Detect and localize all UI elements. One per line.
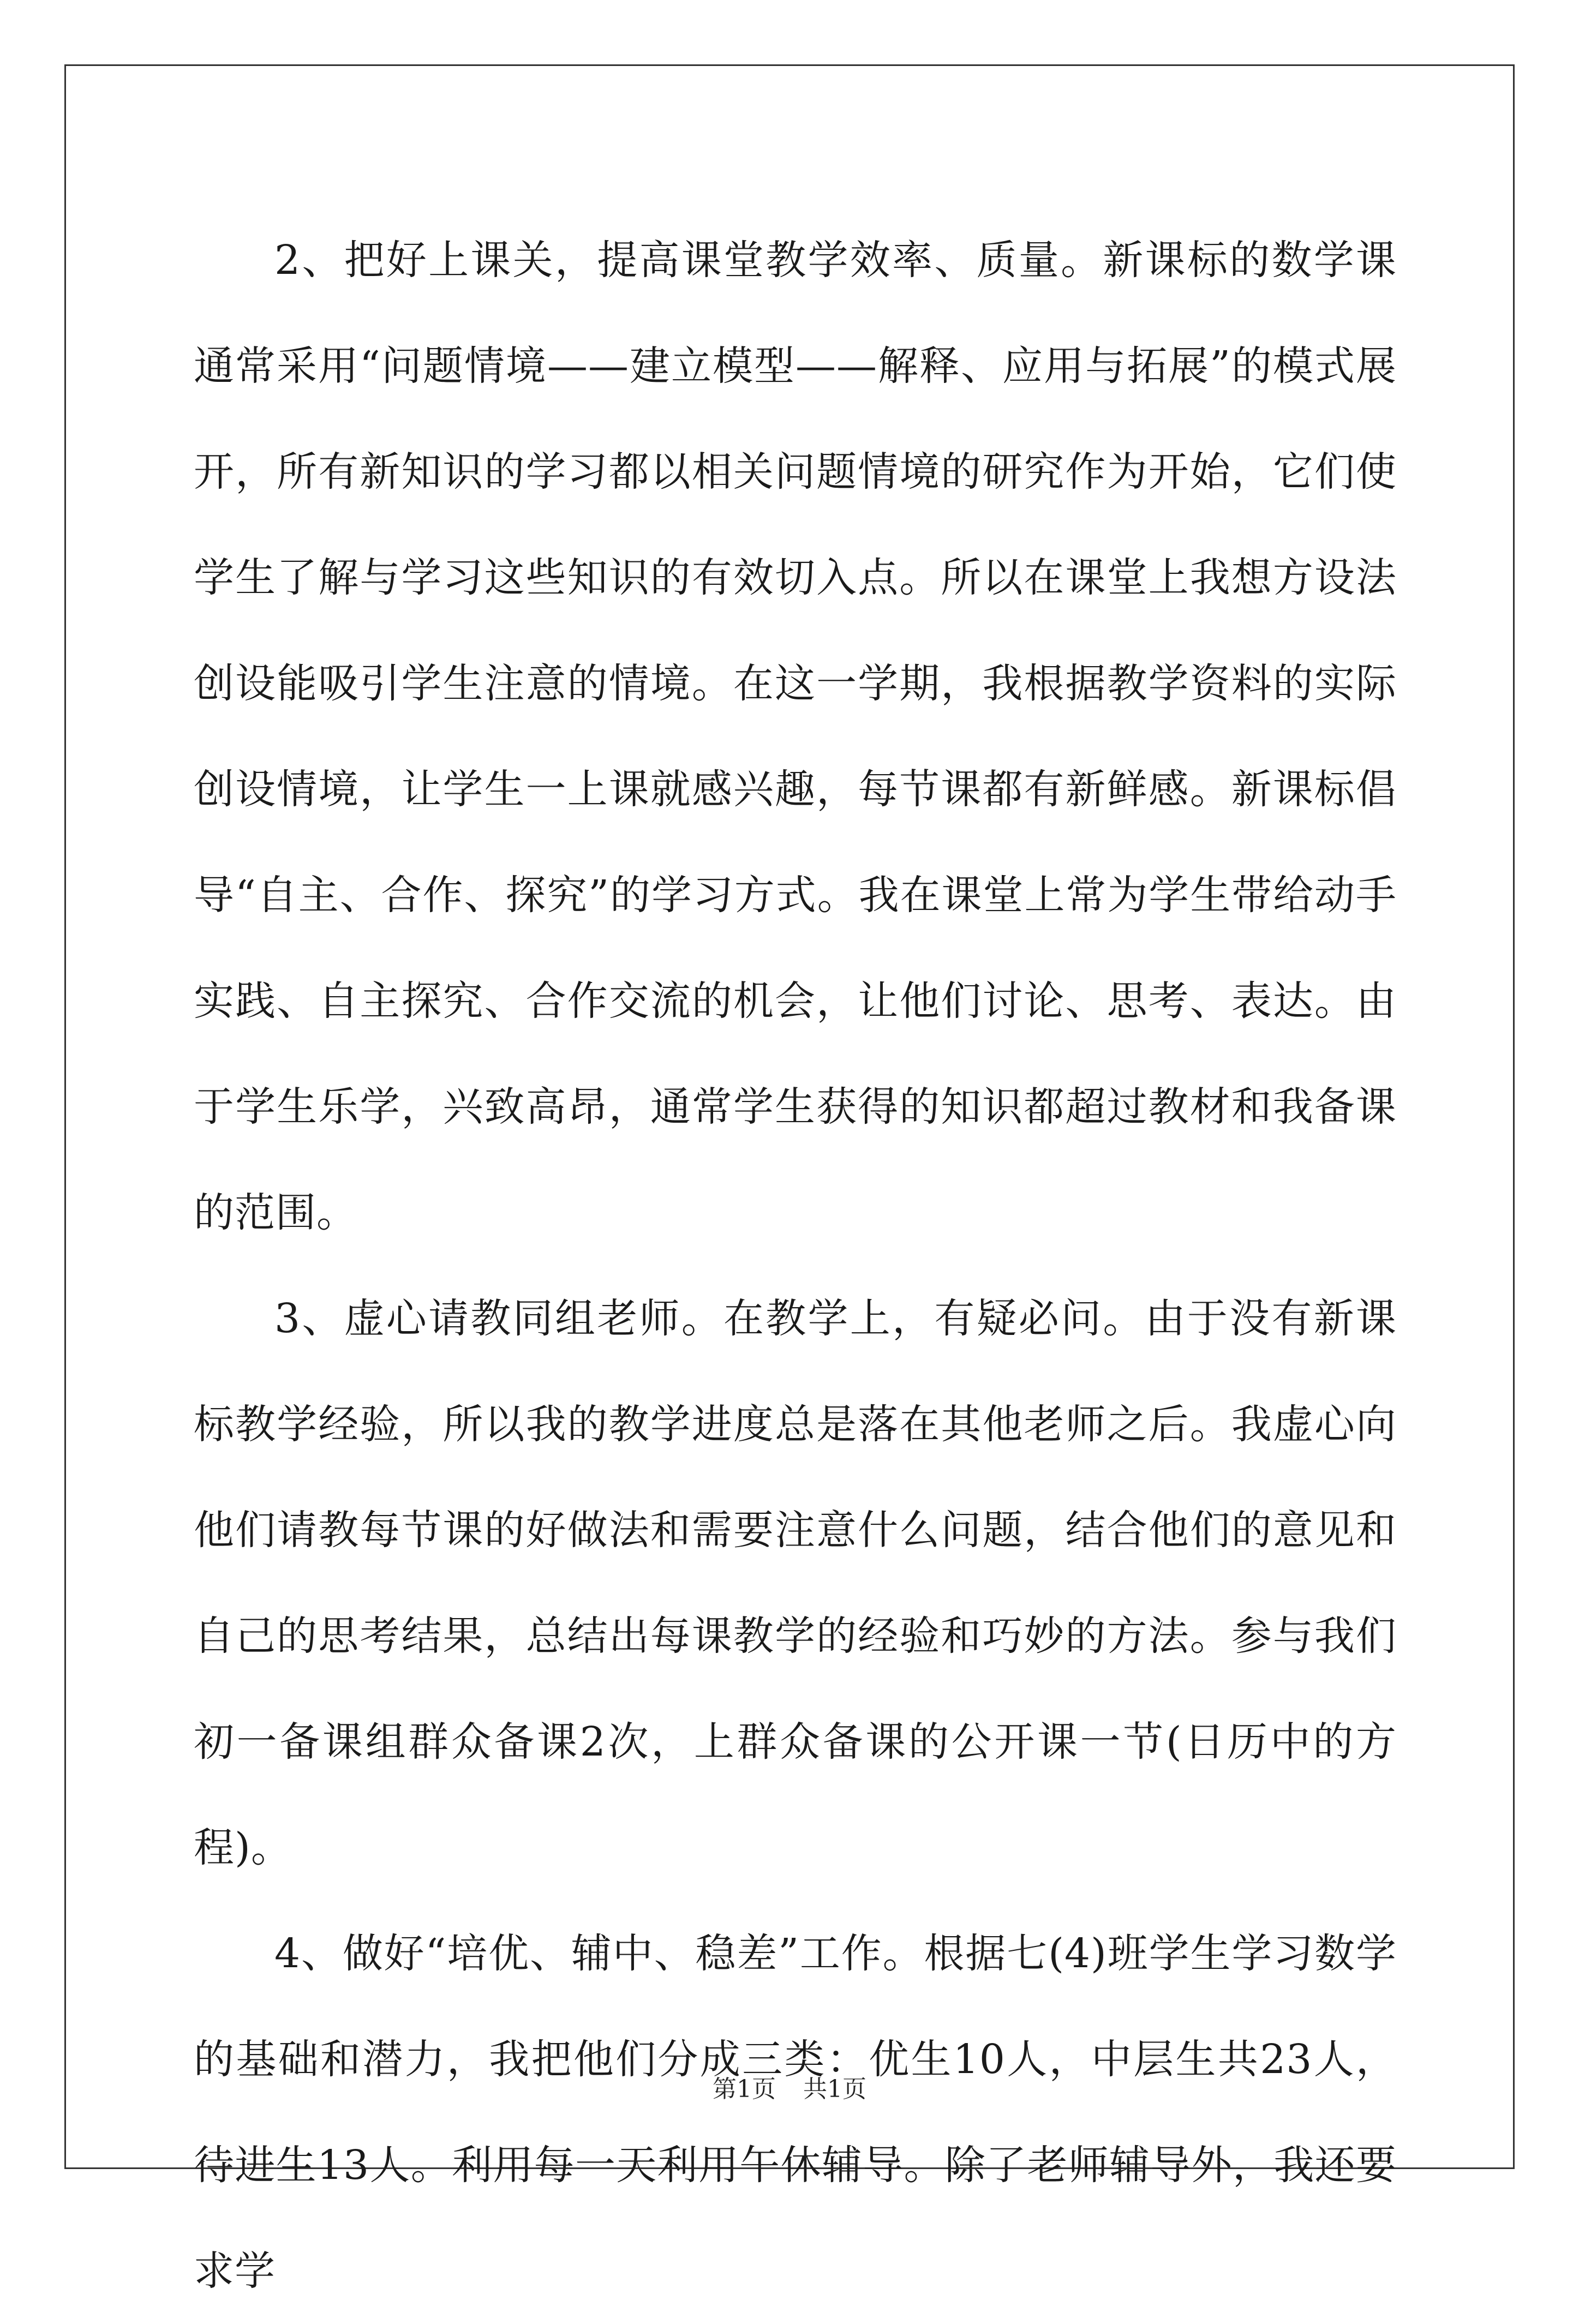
page-number: 第1页 [713, 2075, 776, 2103]
paragraph-2: 2、把好上课关，提高课堂教学效率、质量。新课标的数学课通常采用“问题情境——建立模型——解释、应用与拓展”的模式展开，所有新知识的学习都以相关问题情境的研究作为开始，它们使学生了解与学习这些知识的有效切入点。所以在课堂上我想方设法创设能吸引学生注意的情境。在这一学期，我根据教学资料的实际创设情境，让学生一上课就感兴趣，每节课都有新鲜感。新课标倡导“自主、合作、探究”的学习方式。我在课堂上常为学生带给动手实践、自主探究、合作交流的机会，让他们讨论、思考、表达。由于学生乐学，兴致高昂，通常学生获得的知识都超过教材和我备课的范围。 [194, 237, 1397, 1236]
document-body [194, 207, 1397, 2324]
page-total: 共1页 [803, 2075, 866, 2103]
paragraph-4: 4、做好“培优、辅中、稳差”工作。根据七(4)班学生学习数学的基础和潜力，我把他们分成三类：优生10人，中层生共23人，待进生13人。利用每一天利用午休辅导。除了老师辅导外，我还要求学 [194, 1930, 1397, 2295]
paragraph-3: 3、虚心请教同组老师。在教学上，有疑必问。由于没有新课标教学经验，所以我的教学进度总是落在其他老师之后。我虚心向他们请教每节课的好做法和需要注意什么问题，结合他们的意见和自己的思考结果，总结出每课教学的经验和巧妙的方法。参与我们初一备课组群众备课2次，上群众备课的公开课一节(日历中的方程)。 [194, 1295, 1397, 1871]
page-footer [0, 2073, 1579, 2106]
